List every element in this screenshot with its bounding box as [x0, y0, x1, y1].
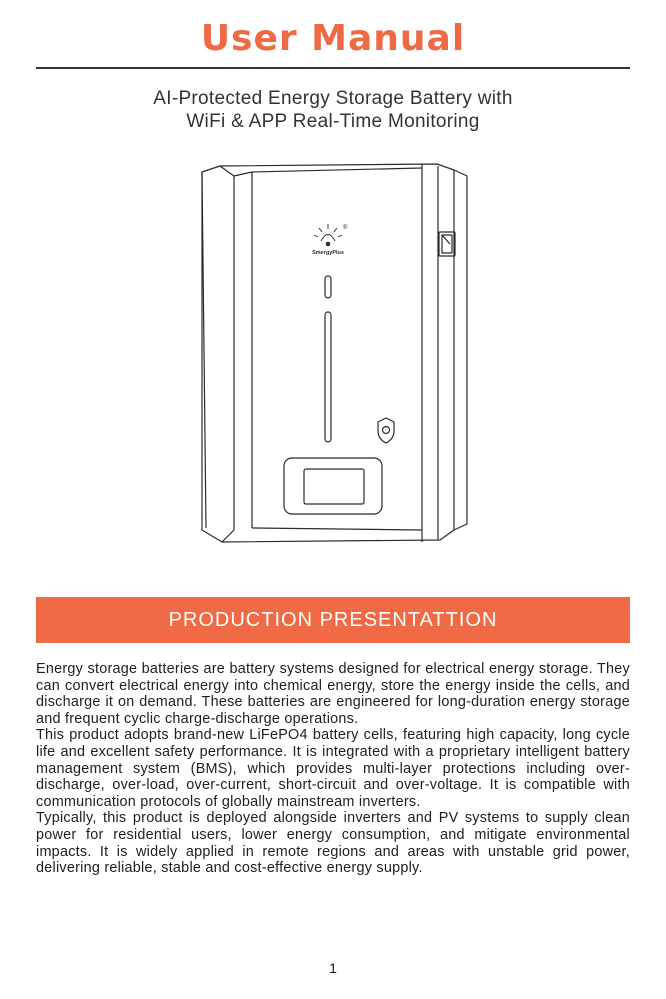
- paragraph-3: Typically, this product is deployed alongside inverters and PV systems to supply clean power for residential users, lower energy consumption, and mitigate environmental impacts. It is widely applied in remote regions and areas with unstable grid power, delivering reliable, stable and cost-effective energy supply.: [36, 810, 630, 877]
- page-number: 1: [329, 960, 337, 976]
- sun-logo-icon: [314, 224, 342, 246]
- brand-logo-text: SmergyPlus: [312, 250, 344, 256]
- section-heading-banner: [36, 597, 630, 643]
- battery-body-outline: [202, 164, 454, 542]
- subtitle-line-2: WiFi & APP Real-Time Monitoring: [186, 111, 480, 132]
- registered-mark: ®: [343, 225, 348, 231]
- display-screen: [304, 469, 364, 504]
- title-divider: [36, 67, 630, 69]
- manual-title: User Manual: [200, 18, 466, 59]
- paragraph-1: Energy storage batteries are battery systems designed for electrical energy storage. They can convert electrical energy into chemical energy, store the energy inside the cells, and discharge it on demand. These batteries are engineered for long-duration energy storage and frequent cyclic charge-discharge operations.: [36, 661, 630, 727]
- paragraph-2: This product adopts brand-new LiFePO4 battery cells, featuring high capacity, long cycle life and excellent safety performance. It is integrated with a proprietary intelligent battery management system (BMS), which provides multi-layer protections including over-discharge, over-load, over-current, short-circuit and over-voltage. It is compatible with communication protocols of globally mainstream inverters.: [36, 727, 630, 810]
- product-subtitle: [0, 87, 666, 133]
- indicator-short: [325, 276, 331, 298]
- section-body: [36, 661, 630, 877]
- display-housing: [284, 458, 382, 514]
- battery-product-illustration: [192, 158, 482, 550]
- shield-icon: [378, 418, 394, 443]
- section-heading: PRODUCTION PRESENTATTION: [168, 608, 498, 631]
- subtitle-line-1: AI-Protected Energy Storage Battery with: [153, 88, 513, 109]
- indicator-long: [325, 312, 331, 442]
